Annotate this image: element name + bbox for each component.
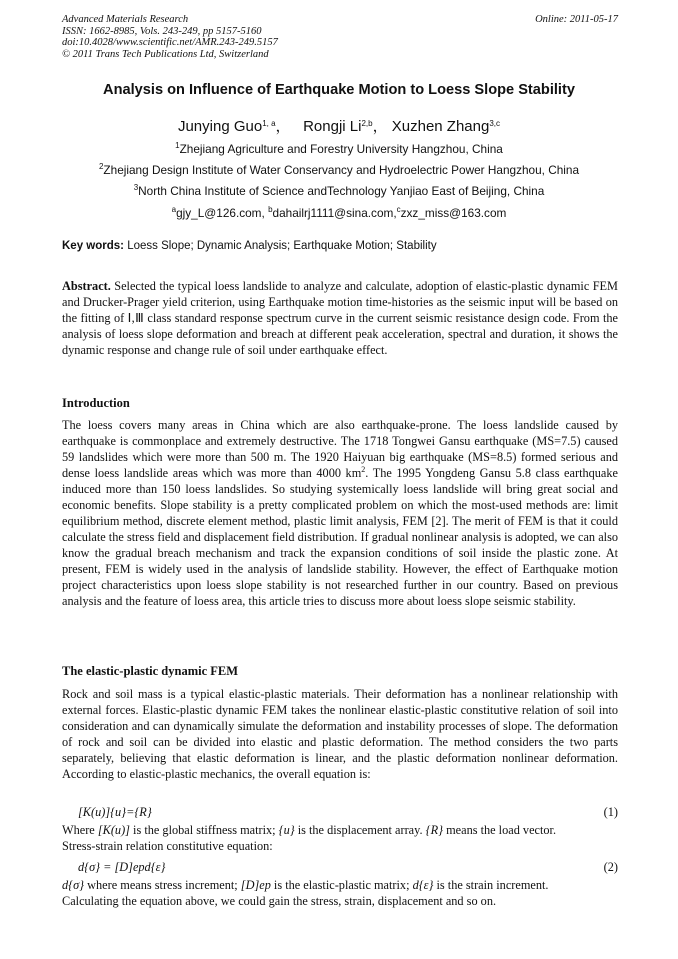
abstract xyxy=(62,278,618,358)
equation-2-body: d{σ} = [D]epd{ε} xyxy=(78,860,166,874)
author-name: Rongji Li xyxy=(303,118,362,135)
abstract-label: Abstract. xyxy=(62,279,111,293)
equation-1 xyxy=(78,805,618,820)
keywords-label: Key words: xyxy=(62,240,124,252)
equation-2 xyxy=(78,860,618,875)
affiliation: $^2$Zhejiang Design Institute of Water Conservancy and Hydroelectric Power Hangzhou, China xyxy=(98,162,580,177)
equation-1-explanation: Where [K(u)] is the global stiffness matrix; {u} is the displacement array. {R} means the load vector. Stress-strain relation constitutive equation: xyxy=(62,823,557,853)
keywords xyxy=(62,240,618,252)
abstract-text: Selected the typical loess landslide to analyze and calculate, adoption of elastic-plastic dynamic FEM and Drucker-Prager yield criterion, using Earthquake motion time-histories as the seismic input will be based on the fitting of Ⅰ,Ⅲ class standard response spectrum curve in the current seismic resistance design code. From the analysis of loess slope deformation and breach at different peak acceleration, spectral and duration, it shows the dynamic response and change rule of soil under earthquake effect. xyxy=(62,279,618,357)
email-link[interactable]: zxz_miss@163.com xyxy=(400,206,507,220)
paper-title: Analysis on Influence of Earthquake Motion to Loess Slope Stability xyxy=(103,82,575,98)
equation-2-explanation: d{σ} where means stress increment; [D]ep is the elastic-plastic matrix; d{ε} is the strain increment. Calculating the equation above, we could gain the stress, strain, displacement and so on. xyxy=(62,878,549,908)
email-link[interactable]: gjy_L@126.com, xyxy=(176,206,269,220)
author-sup: 3,c xyxy=(489,119,501,128)
section-heading-fem: The elastic-plastic dynamic FEM xyxy=(62,664,239,678)
author-name: Xuzhen Zhang xyxy=(391,118,490,135)
author-name: Junying Guo xyxy=(177,118,263,135)
issn-line: ISSN: 1662-8985, Vols. 243-249, pp 5157-5160 xyxy=(62,25,262,37)
copyright-line: © 2011 Trans Tech Publications Ltd, Switzerland xyxy=(62,48,269,60)
journal-name: Advanced Materials Research xyxy=(62,14,189,25)
author-sup: 2,b xyxy=(361,119,373,128)
closing-sentence: Calculating the equation above, we could gain the stress, strain, displacement and so on. xyxy=(62,894,497,908)
equation-2-number: (2) xyxy=(603,860,618,874)
equation-1-number: (1) xyxy=(603,805,618,819)
section-heading-introduction: Introduction xyxy=(62,396,130,410)
affiliation: $^1$Zhejiang Agriculture and Forestry University Hangzhou, China xyxy=(175,141,503,156)
email-line: $^a$gjy_L@126.com, $^b$dahailrj1111@sina.com,$^c$zxz_miss@163.com xyxy=(171,205,507,220)
author-sup: 1, a xyxy=(262,119,276,128)
equation-1-body: [K(u)]{u}={R} xyxy=(78,805,152,819)
stress-strain-label: Stress-strain relation constitutive equation: xyxy=(62,839,273,853)
doi-line: doi:10.4028/www.scientific.net/AMR.243-249.5157 xyxy=(62,37,278,48)
fem-text: Rock and soil mass is a typical elastic-plastic materials. Their deformation has a nonlinear relationship with external forces. Elastic-plastic dynamic FEM takes the nonlinear elastic-plastic constitutive relation of soil into consideration and can dynamically simulate the deformation and instability processes of slope. The deformation of rock and soil can be divided into elastic and plastic deformation. The method considers the two parts separately, believing that elastic deformation is linear, and the plastic deformation nonlinear deformation. According to elastic-plastic mechanics, the overall equation is: xyxy=(62,687,618,781)
journal-header xyxy=(62,14,618,60)
affiliation: $^3$North China Institute of Science andTechnology Yanjiao East of Beijing, China xyxy=(133,183,545,198)
online-date: Online: 2011-05-17 xyxy=(535,14,618,25)
introduction-text: The loess covers many areas in China which are also earthquake-prone. The loess landslide caused by earthquake is commonplace and extremely destructive. The 1718 Tongwei Gansu earthquake (MS=7.5) caused 59 landslides which were more than 500 m. The 1920 Haiyuan big earthquake (MS=8.5) formed serious and dense loess landslide areas which was more than 4000 $km^2$. The 1995 Yongdeng Gansu 5.8 class earthquake induced more than 150 loess landslides. So studying systemically loess landslide will bring great social and economic benefits. Slope stability is a pretty complicated problem on which the most-used methods are: limit equilibrium method, discrete element method, plastic limit analysis, FEM [2]. The merit of FEM is that it could calculate the stress field and displacement field distribution. If gradual nonlinear analysis is adopted, we can also know the gradual breach mechanism and track the expansion conditions of soil inside the plastic zone. At present, FEM is widely used in the analysis of landslide stability. However, the effect of Earthquake motion project characteristics upon loess slope stability is not researched further in our country. Based on previous analysis and the feature of loess area, this article tries to discuss more about loess slope seismic stability. xyxy=(62,418,618,608)
author-list: Junying Guo$^{1, a}$， Rongji Li$^{2,b}$， Xuzhen Zhang$^{3,c}$ xyxy=(177,118,501,135)
keywords-text: Loess Slope; Dynamic Analysis; Earthquake Motion; Stability xyxy=(124,240,437,252)
email-link[interactable]: dahailrj1111@sina.com, xyxy=(272,206,397,220)
